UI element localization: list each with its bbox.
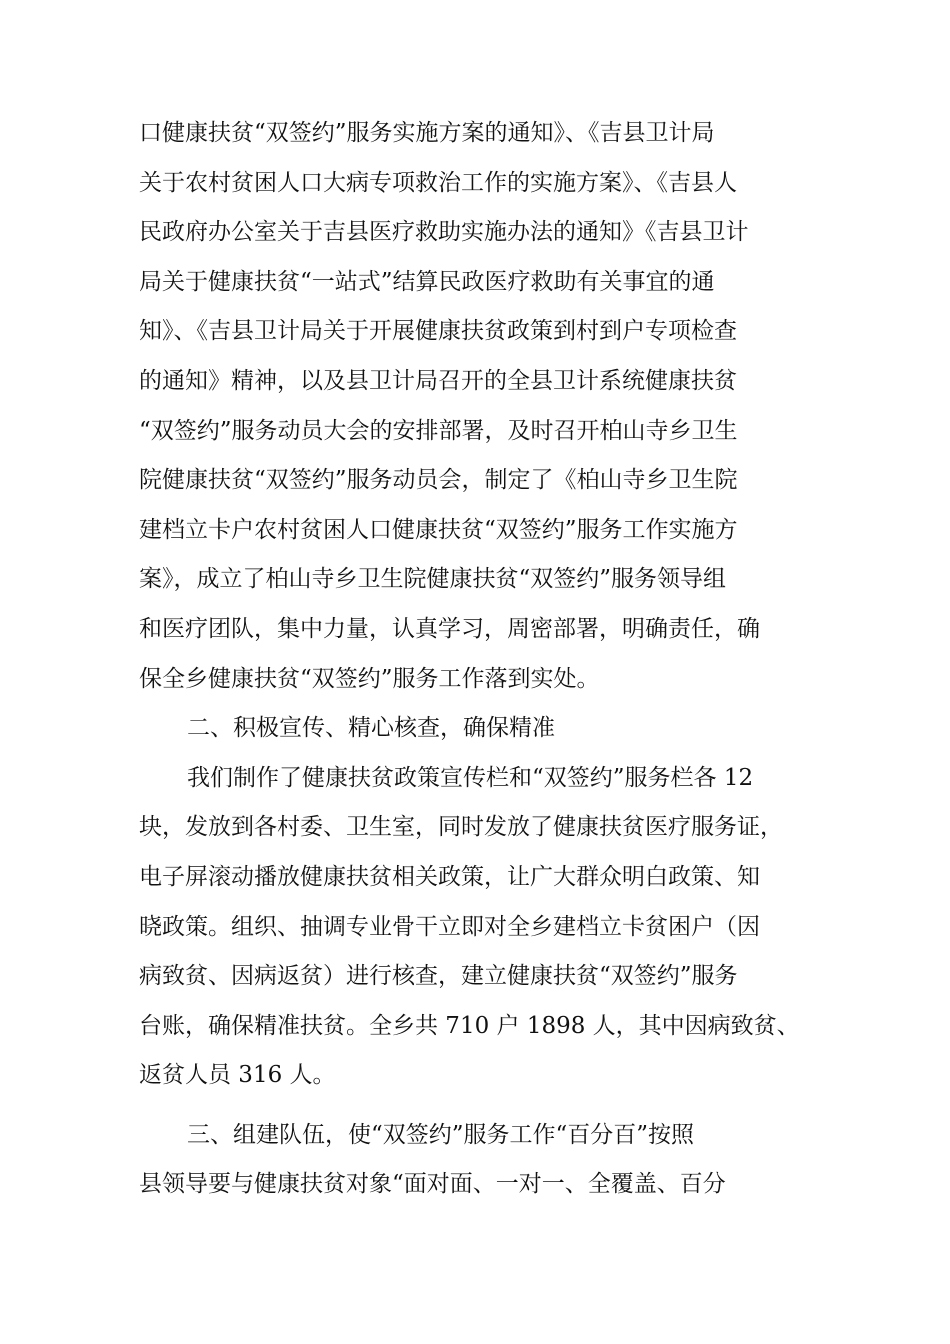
text-line: 建档立卡户农村贫困人口健康扶贫“双签约”服务工作实施方 xyxy=(139,516,738,543)
text-line: 块，发放到各村委、卫生室，同时发放了健康扶贫医疗服务证， xyxy=(139,814,783,841)
paragraph-3 xyxy=(139,1111,811,1210)
text-line: 我们制作了健康扶贫政策宣传栏和“双签约”服务栏各 12 xyxy=(187,764,754,791)
text-line: 案》，成立了柏山寺乡卫生院健康扶贫“双签约”服务领导组 xyxy=(139,566,727,593)
text-line: 电子屏滚动播放健康扶贫相关政策，让广大群众明白政策、知 xyxy=(139,863,760,890)
text-line: 保全乡健康扶贫“双签约”服务工作落到实处。 xyxy=(139,665,600,692)
paragraph-1 xyxy=(139,109,811,704)
text-line: 知》、《吉县卫计局关于开展健康扶贫政策到村到户专项检查 xyxy=(139,318,737,345)
text-line: 关于农村贫困人口大病专项救治工作的实施方案》、《吉县人 xyxy=(139,169,737,196)
text-line: 晓政策。组织、抽调专业骨干立即对全乡建档立卡贫困户（因 xyxy=(139,913,760,940)
text-line: 病致贫、因病返贫）进行核查，建立健康扶贫“双签约”服务 xyxy=(139,963,738,990)
paragraph-2 xyxy=(139,754,811,1101)
text-line: 院健康扶贫“双签约”服务动员会，制定了《柏山寺乡卫生院 xyxy=(139,467,738,494)
text-line: 台账，确保精准扶贫。全乡共 710 户 1898 人，其中因病致贫、 xyxy=(139,1012,800,1039)
text-line: 返贫人员 316 人。 xyxy=(139,1062,336,1089)
paragraph-spacer xyxy=(139,1101,811,1111)
text-line: 民政府办公室关于吉县医疗救助实施办法的通知》《吉县卫计 xyxy=(139,219,749,246)
text-line: 局关于健康扶贫“一站式”结算民政医疗救助有关事宜的通 xyxy=(139,268,715,295)
text-line: 口健康扶贫“双签约”服务实施方案的通知》、《吉县卫计局 xyxy=(139,120,715,146)
text-line: 县领导要与健康扶贫对象“面对面、一对一、全覆盖、百分 xyxy=(139,1171,726,1198)
text-line: 三、组建队伍，使“双签约”服务工作“百分百”按照 xyxy=(187,1121,695,1148)
document-body xyxy=(139,109,811,1210)
text-line: 和医疗团队，集中力量，认真学习，周密部署，明确责任，确 xyxy=(139,615,760,642)
section-heading: 二、积极宣传、精心核查，确保精准 xyxy=(187,715,555,742)
text-line: 的通知》精神，以及县卫计局召开的全县卫计系统健康扶贫 xyxy=(139,367,737,394)
text-line: “双签约”服务动员大会的安排部署，及时召开柏山寺乡卫生 xyxy=(139,417,738,444)
